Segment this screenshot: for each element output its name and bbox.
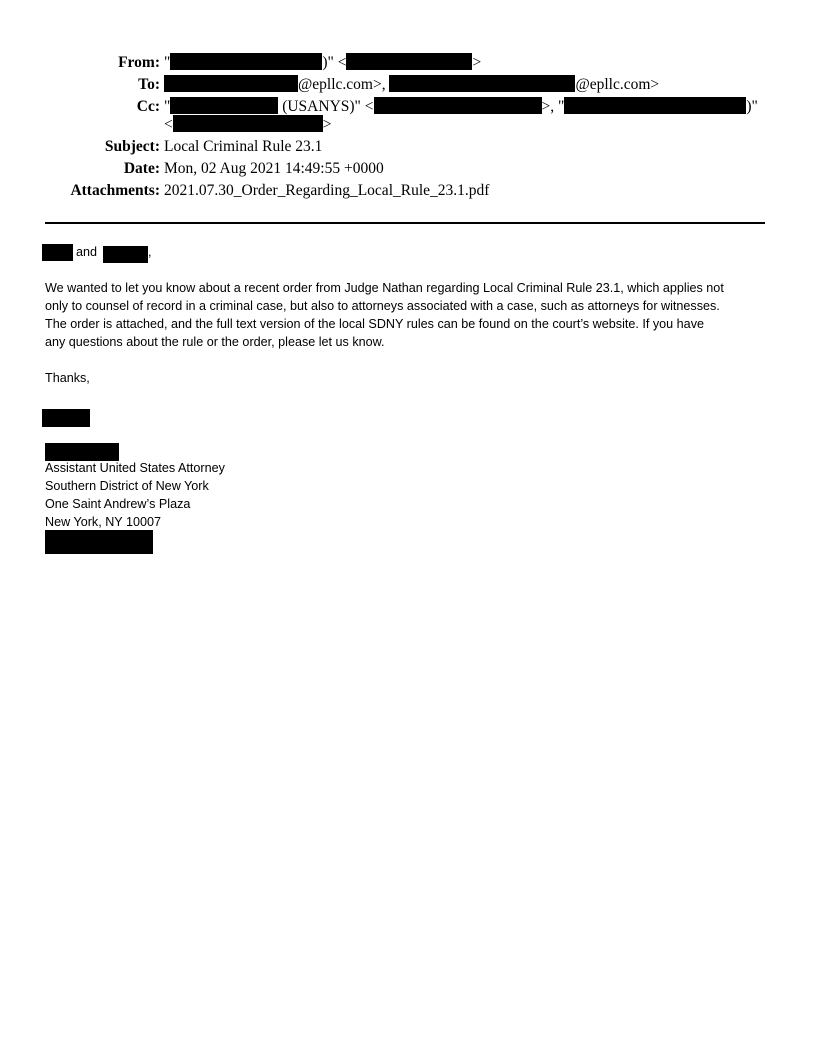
attachment-link[interactable]: 2021.07.30_Order_Regarding_Local_Rule_23.1.pdf bbox=[164, 182, 490, 199]
subject-row bbox=[0, 136, 816, 158]
header-divider bbox=[45, 222, 765, 224]
subject-label: Subject: bbox=[104, 138, 160, 155]
signature-title: Assistant United States Attorney bbox=[45, 461, 225, 475]
signature-address-1: One Saint Andrew’s Plaza bbox=[45, 497, 191, 511]
from-quote: " bbox=[164, 54, 171, 71]
to-value bbox=[164, 74, 659, 96]
body-line-2: only to counsel of record in a criminal case, but also to attorneys associated with a case, such as attorneys for witnesses. bbox=[45, 299, 720, 313]
redaction-box bbox=[42, 409, 90, 427]
body-line-4: any questions about the rule or the order, please let us know. bbox=[45, 335, 385, 349]
cc-close-bracket: > bbox=[322, 116, 332, 133]
cc-label: Cc: bbox=[136, 98, 160, 115]
to-domain-2: @epllc.com> bbox=[575, 76, 660, 93]
redaction-box bbox=[170, 53, 322, 70]
cc-separator: >, " bbox=[541, 98, 565, 115]
to-row bbox=[0, 74, 816, 96]
from-value bbox=[164, 52, 481, 74]
redaction-box bbox=[564, 97, 746, 114]
cc-agency: (USANYS)" < bbox=[282, 98, 374, 115]
cc-row-continued bbox=[0, 114, 816, 136]
to-domain-1: @epllc.com>, bbox=[298, 76, 390, 93]
from-separator: )" < bbox=[322, 54, 347, 71]
redaction-box bbox=[103, 246, 148, 263]
redaction-box bbox=[45, 530, 153, 554]
cc-value-continued bbox=[164, 114, 332, 136]
from-label: From: bbox=[118, 54, 160, 71]
attachments-label: Attachments: bbox=[70, 182, 160, 199]
body-line-3: The order is attached, and the full text version of the local SDNY rules can be found on the court’s website. If you have bbox=[45, 317, 704, 331]
subject-value: Local Criminal Rule 23.1 bbox=[164, 138, 323, 155]
date-value: Mon, 02 Aug 2021 14:49:55 +0000 bbox=[164, 160, 384, 177]
greeting-comma: , bbox=[148, 245, 152, 259]
cc-open-bracket: < bbox=[164, 116, 173, 133]
signature-office: Southern District of New York bbox=[45, 479, 209, 493]
cc-quote: " bbox=[164, 98, 171, 115]
from-close: > bbox=[472, 54, 482, 71]
redaction-box bbox=[374, 97, 542, 114]
redaction-box bbox=[173, 115, 323, 132]
redaction-box bbox=[170, 97, 278, 114]
closing-text: Thanks, bbox=[45, 371, 90, 385]
body-line-1: We wanted to let you know about a recent order from Judge Nathan regarding Local Criminal Rule 23.1, which applies not bbox=[45, 281, 724, 295]
greeting-and: and bbox=[76, 245, 98, 259]
redaction-box bbox=[389, 75, 575, 92]
redaction-box bbox=[42, 244, 73, 261]
date-label: Date: bbox=[123, 160, 160, 177]
attachments-row bbox=[0, 180, 816, 202]
redaction-box bbox=[346, 53, 472, 70]
from-row bbox=[0, 52, 816, 74]
signature-address-2: New York, NY 10007 bbox=[45, 515, 161, 529]
to-label: To: bbox=[138, 76, 160, 93]
cc-end: )" bbox=[746, 98, 758, 115]
date-row bbox=[0, 158, 816, 180]
redaction-box bbox=[164, 75, 298, 92]
